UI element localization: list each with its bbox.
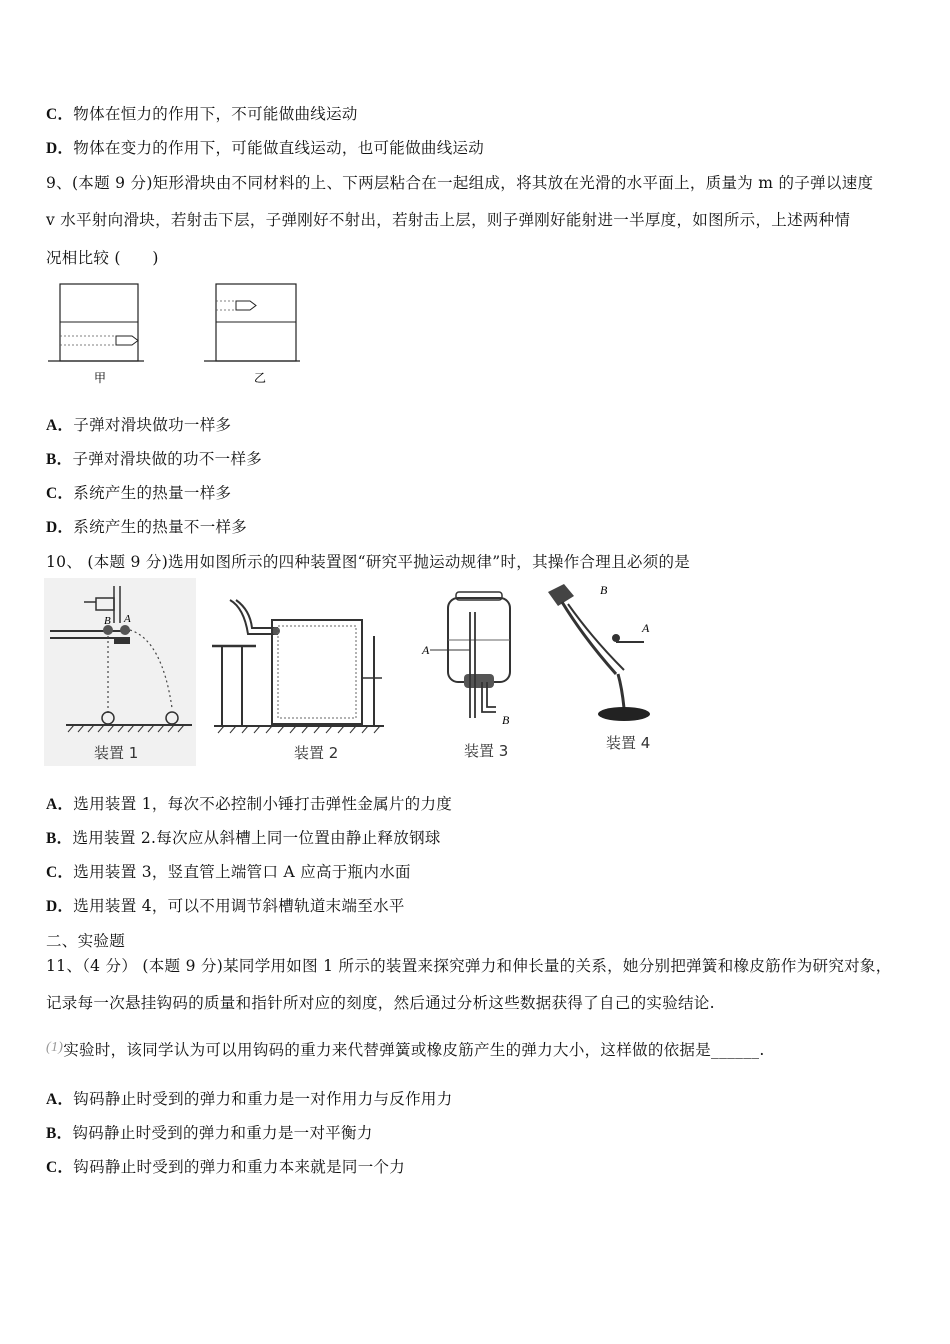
option-letter: B． [46,1125,73,1142]
q10-figure [44,578,756,768]
device-1 [44,578,196,766]
option-text: 子弹对滑块做的功不一样多 [72,450,263,468]
option-letter: D． [46,140,74,157]
option-text: 系统产生的热量一样多 [73,484,232,502]
q9-figure [44,278,324,390]
sub-question-text: 实验时，该同学认为可以用钩码的重力来代替弹簧或橡皮筋产生的弹力大小，这样做的依据是______. [63,1041,765,1059]
option-text: 系统产生的热量不一样多 [73,518,248,536]
q11-stem-line2: 记录每一次悬挂钩码的质量和指针所对应的刻度，然后通过分析这些数据获得了自己的实验结论. [46,994,715,1012]
label-a-device1: A [124,613,131,625]
q9-stem-line1: 9、(本题 9 分)矩形滑块由不同材料的上、下两层粘合在一起组成，将其放在光滑的水平面上，质量为 m 的子弹以速度 [46,174,874,192]
q9-option-d [46,515,247,537]
option-letter: C． [46,864,74,881]
device-2 [212,600,384,762]
option-text: 钩码静止时受到的弹力和重力是一对平衡力 [72,1124,373,1142]
option-letter: A． [46,1091,74,1108]
section-heading: 二、实验题 [46,932,126,950]
label-b-device1: B [104,615,111,627]
label-b-device3: B [502,713,510,727]
device-2-caption: 装置 2 [294,744,339,762]
q10-stem: 10、 (本题 9 分)选用如图所示的四种装置图“研究平抛运动规律”时，其操作合理且必须的是 [46,553,691,571]
label-b-device4: B [600,583,608,597]
caption-jia: 甲 [94,371,107,385]
block-jia [48,284,144,361]
device-4-caption: 装置 4 [606,734,651,752]
caption-yi: 乙 [254,371,267,385]
q11-option-c [46,1155,405,1177]
option-text: 钩码静止时受到的弹力和重力是一对作用力与反作用力 [73,1090,453,1108]
device-1-caption: 装置 1 [94,744,139,762]
option-letter: C． [46,106,74,123]
q10-option-c [46,860,411,882]
q9-option-a [46,413,231,435]
q9-option-b [46,447,262,469]
q9-stem-line3: 况相比较 ( ) [46,249,159,267]
q8-option-d [46,136,484,158]
option-letter: C． [46,485,74,502]
q8-option-c [46,102,358,124]
option-text: 选用装置 1，每次不必控制小锤打击弹性金属片的力度 [73,795,453,813]
sub-question-marker: (1) [46,1040,64,1055]
device-3 [421,592,510,760]
block-yi [204,284,300,361]
q11-sub1 [46,1038,765,1060]
option-letter: D． [46,519,74,536]
option-text: 选用装置 2.每次应从斜槽上同一位置由静止释放钢球 [72,829,441,847]
option-letter: D． [46,898,74,915]
label-a-device3: A [422,643,430,657]
option-text: 物体在变力的作用下，可能做直线运动，也可能做曲线运动 [73,139,485,157]
option-letter: A． [46,796,74,813]
q9-stem-line2: v 水平射向滑块，若射击下层，子弹刚好不射出，若射击上层，则子弹刚好能射进一半厚度，如图所示，上述两种情 [46,211,851,229]
label-a-device4: A [642,621,650,635]
option-text: 物体在恒力的作用下，不可能做曲线运动 [73,105,358,123]
option-letter: C． [46,1159,74,1176]
option-text: 钩码静止时受到的弹力和重力本来就是同一个力 [73,1158,406,1176]
q10-option-a [46,792,452,814]
option-letter: A． [46,417,74,434]
device-3-caption: 装置 3 [464,742,509,760]
q11-stem-line1: 11、（4 分） (本题 9 分)某同学用如图 1 所示的装置来探究弹力和伸长量的关系，她分别把弹簧和橡皮筋作为研究对象， [46,957,892,975]
option-text: 选用装置 3，竖直管上端管口 A 应高于瓶内水面 [73,863,411,881]
q10-option-b [46,826,441,848]
option-letter: B． [46,451,73,468]
q10-option-d [46,894,405,916]
option-text: 子弹对滑块做功一样多 [73,416,232,434]
q11-option-b [46,1121,373,1143]
option-text: 选用装置 4，可以不用调节斜槽轨道末端至水平 [73,897,405,915]
q11-option-a [46,1087,453,1109]
q9-option-c [46,481,231,503]
device-4 [548,583,650,752]
option-letter: B． [46,830,73,847]
